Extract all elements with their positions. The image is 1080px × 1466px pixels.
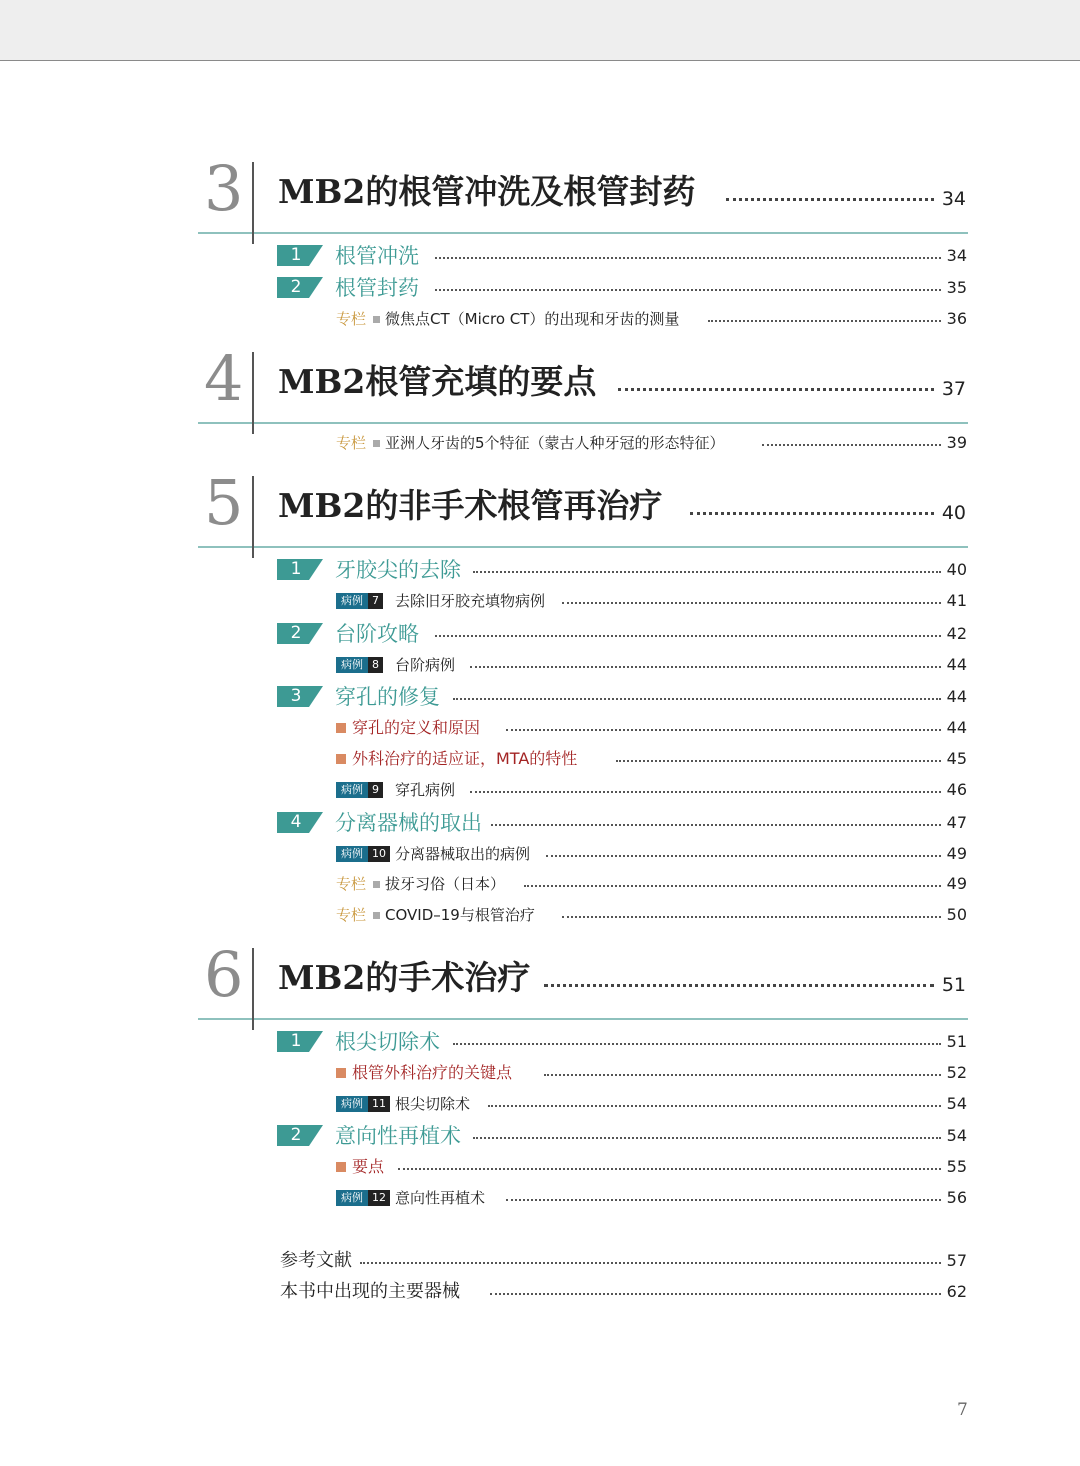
chapter-divider	[252, 352, 254, 422]
instruments-title: 本书中出现的主要器械	[280, 1281, 460, 1302]
case-title: 根尖切除术	[395, 1095, 471, 1113]
section-title: 穿孔的修复	[335, 685, 440, 709]
case-badge: 病例 10	[336, 846, 390, 862]
page-ref: 42	[946, 624, 967, 643]
page-ref: 40	[946, 560, 967, 579]
dot-leader	[490, 1293, 941, 1295]
dot-leader	[470, 791, 941, 793]
case-title: 意向性再植术	[395, 1189, 486, 1207]
page-ref: 55	[946, 1157, 967, 1176]
section-title: 根尖切除术	[335, 1030, 440, 1054]
page-ref: 46	[946, 780, 967, 799]
dot-leader	[488, 1105, 941, 1107]
section-entry[interactable]	[277, 556, 967, 584]
subtopic-entry[interactable]	[336, 714, 967, 742]
case-title: 分离器械取出的病例	[395, 845, 531, 863]
page-ref: 57	[946, 1251, 967, 1270]
dot-leader	[762, 444, 941, 446]
instruments-entry[interactable]	[280, 1278, 967, 1306]
dot-leader	[562, 602, 941, 604]
page-ref: 52	[946, 1063, 967, 1082]
case-badge: 病例 8	[336, 657, 383, 673]
dot-leader	[544, 1074, 941, 1076]
dot-leader	[506, 1199, 941, 1201]
case-badge: 病例 9	[336, 782, 383, 798]
page-ref: 62	[946, 1282, 967, 1301]
section-title: 台阶攻略	[335, 622, 419, 646]
square-bullet-icon	[373, 881, 380, 888]
square-bullet-icon	[373, 316, 380, 323]
page-ref: 34	[946, 246, 967, 265]
case-entry[interactable]	[336, 587, 967, 615]
square-bullet-icon	[373, 440, 380, 447]
chapter-title: MB2的根管冲洗及根管封药	[278, 172, 696, 211]
column-title: 亚洲人牙齿的5个特征（蒙古人种牙冠的形态特征）	[385, 434, 725, 452]
dot-leader	[690, 512, 934, 515]
column-title: 微焦点CT（Micro CT）的出现和牙齿的测量	[385, 310, 680, 328]
case-entry[interactable]	[336, 840, 967, 868]
square-bullet-icon	[336, 723, 346, 733]
dot-leader	[360, 1262, 941, 1264]
case-title: 穿孔病例	[395, 781, 456, 799]
dot-leader	[398, 1168, 941, 1170]
section-entry[interactable]	[277, 683, 967, 711]
chapter-title: MB2的非手术根管再治疗	[278, 486, 663, 525]
page-ref: 45	[946, 749, 967, 768]
chapter-4-heading[interactable]	[198, 342, 968, 424]
case-entry[interactable]	[336, 1090, 967, 1118]
chapter-number: 5	[204, 466, 244, 539]
dot-leader	[453, 1043, 941, 1045]
dot-leader	[726, 198, 934, 201]
section-number-badge: 4	[277, 812, 323, 833]
section-entry[interactable]	[277, 620, 967, 648]
references-entry[interactable]	[280, 1247, 967, 1275]
column-label: 专栏	[336, 906, 367, 924]
dot-leader	[435, 635, 941, 637]
page-ref: 49	[946, 844, 967, 863]
chapter-page: 40	[941, 502, 966, 524]
dot-leader	[473, 1137, 941, 1139]
section-number-badge: 2	[277, 1125, 323, 1146]
dot-leader	[618, 388, 934, 391]
header-band	[0, 0, 1080, 61]
chapter-divider	[252, 422, 254, 434]
page-ref: 56	[946, 1188, 967, 1207]
section-number-badge: 3	[277, 686, 323, 707]
subtopic-title: 要点	[352, 1157, 385, 1176]
chapter-divider	[252, 546, 254, 558]
column-entry[interactable]	[336, 901, 967, 929]
case-badge: 病例 11	[336, 1096, 390, 1112]
subtopic-entry[interactable]	[336, 1153, 967, 1181]
dot-leader	[491, 824, 941, 826]
page-ref: 54	[946, 1094, 967, 1113]
chapter-title: MB2的手术治疗	[278, 958, 531, 997]
page-ref: 47	[946, 813, 967, 832]
chapter-page: 51	[941, 974, 966, 996]
section-entry[interactable]	[277, 274, 967, 302]
dot-leader	[453, 698, 941, 700]
square-bullet-icon	[336, 754, 346, 764]
subtopic-entry[interactable]	[336, 1059, 967, 1087]
chapter-page: 37	[941, 378, 966, 400]
section-entry[interactable]	[277, 1028, 967, 1056]
page-ref: 50	[946, 905, 967, 924]
chapter-6-heading[interactable]	[198, 938, 968, 1020]
page-ref: 36	[946, 309, 967, 328]
dot-leader	[616, 760, 941, 762]
dot-leader	[524, 885, 941, 887]
dot-leader	[435, 257, 941, 259]
dot-leader	[546, 855, 941, 857]
dot-leader	[544, 984, 934, 987]
dot-leader	[562, 916, 941, 918]
case-title: 去除旧牙胶充填物病例	[395, 592, 546, 610]
dot-leader	[708, 320, 941, 322]
chapter-divider	[252, 948, 254, 1018]
dot-leader	[470, 666, 941, 668]
case-badge: 病例 12	[336, 1190, 390, 1206]
page-ref: 49	[946, 874, 967, 893]
page-ref: 44	[946, 687, 967, 706]
page-number: 7	[957, 1400, 968, 1420]
section-number-badge: 2	[277, 623, 323, 644]
page-ref: 44	[946, 655, 967, 674]
section-title: 意向性再植术	[335, 1124, 461, 1148]
chapter-number: 4	[204, 342, 244, 415]
section-title: 根管冲洗	[335, 244, 419, 268]
chapter-3-heading[interactable]	[198, 152, 968, 234]
subtopic-entry[interactable]	[336, 745, 967, 773]
page-ref: 35	[946, 278, 967, 297]
column-title: 拔牙习俗（日本）	[385, 875, 506, 893]
square-bullet-icon	[336, 1068, 346, 1078]
column-label: 专栏	[336, 434, 367, 452]
dot-leader	[506, 729, 941, 731]
chapter-divider	[252, 476, 254, 546]
case-entry[interactable]	[336, 651, 967, 679]
section-title: 根管封药	[335, 276, 419, 300]
case-badge: 病例 7	[336, 593, 383, 609]
page-ref: 54	[946, 1126, 967, 1145]
subtopic-title: 根管外科治疗的关键点	[352, 1063, 513, 1082]
references-title: 参考文献	[280, 1250, 352, 1271]
square-bullet-icon	[373, 912, 380, 919]
column-entry[interactable]	[336, 870, 967, 898]
chapter-number: 3	[204, 152, 244, 225]
section-number-badge: 1	[277, 245, 323, 266]
column-label: 专栏	[336, 875, 367, 893]
section-number-badge: 1	[277, 559, 323, 580]
chapter-divider	[252, 232, 254, 244]
column-entry[interactable]	[336, 305, 967, 333]
section-entry[interactable]	[277, 809, 967, 837]
column-title: COVID–19与根管治疗	[385, 906, 535, 924]
subtopic-title: 穿孔的定义和原因	[352, 718, 481, 737]
chapter-number: 6	[204, 938, 244, 1011]
dot-leader	[473, 571, 941, 573]
case-title: 台阶病例	[395, 656, 456, 674]
section-title: 牙胶尖的去除	[335, 558, 461, 582]
page-ref: 44	[946, 718, 967, 737]
column-label: 专栏	[336, 310, 367, 328]
subtopic-title: 外科治疗的适应证，MTA的特性	[352, 749, 578, 768]
square-bullet-icon	[336, 1162, 346, 1172]
dot-leader	[435, 289, 941, 291]
page-ref: 39	[946, 433, 967, 452]
page-ref: 51	[946, 1032, 967, 1051]
section-number-badge: 2	[277, 277, 323, 298]
section-entry[interactable]	[277, 242, 967, 270]
case-entry[interactable]	[336, 1184, 967, 1212]
chapter-divider	[252, 162, 254, 232]
section-title: 分离器械的取出	[335, 811, 482, 835]
chapter-divider	[252, 1018, 254, 1030]
section-entry[interactable]	[277, 1122, 967, 1150]
section-number-badge: 1	[277, 1031, 323, 1052]
column-entry[interactable]	[336, 429, 967, 457]
chapter-5-heading[interactable]	[198, 466, 968, 548]
chapter-page: 34	[941, 188, 966, 210]
chapter-title: MB2根管充填的要点	[278, 362, 597, 401]
page-ref: 41	[946, 591, 967, 610]
case-entry[interactable]	[336, 776, 967, 804]
